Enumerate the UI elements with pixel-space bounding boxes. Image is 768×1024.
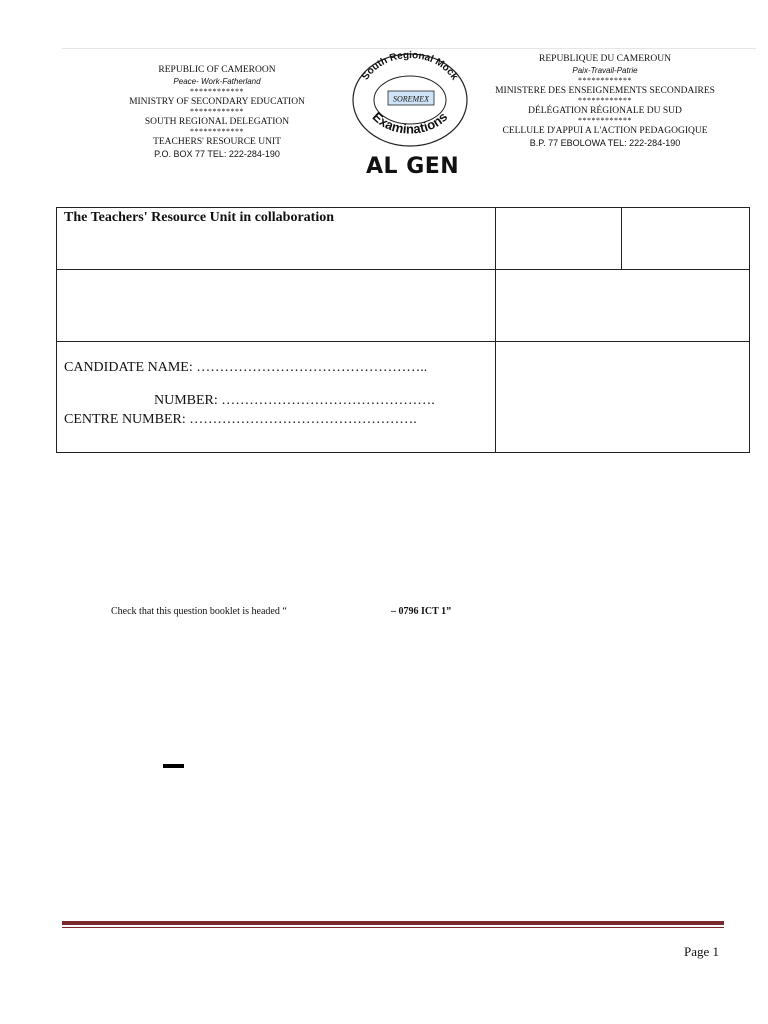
candidate-details-cell — [57, 342, 496, 453]
candidate-name-label: CANDIDATE NAME: — [64, 360, 193, 375]
unit-fr: CELLULE D'APPUI A L'ACTION PEDAGOGIQUE — [502, 126, 708, 136]
ministry-en: MINISTRY OF SECONDARY EDUCATION — [129, 97, 305, 107]
blank-cell-b — [622, 208, 750, 270]
dash-mark — [163, 764, 184, 768]
collaboration-cell — [57, 208, 496, 270]
contact-fr: B.P. 77 EBOLOWA TEL: 222-284-190 — [529, 138, 681, 148]
paper-title: AL GEN — [366, 154, 460, 179]
unit-en: TEACHERS' RESOURCE UNIT — [153, 137, 281, 147]
country-fr: REPUBLIQUE DU CAMEROUN — [539, 54, 671, 64]
motto-en: Peace- Work-Fatherland — [173, 77, 261, 86]
page-number: Page 1 — [684, 944, 720, 959]
separator-stars: ************ — [190, 127, 244, 136]
header-french — [490, 53, 720, 149]
separator-stars: ************ — [578, 96, 632, 105]
collaboration-text: The Teachers' Resource Unit in collaboration — [64, 210, 335, 225]
top-rule — [62, 48, 756, 49]
blank-cell-e — [496, 342, 750, 453]
blank-cell-d — [496, 270, 750, 342]
ministry-fr: MINISTERE DES ENSEIGNEMENTS SECONDAIRES — [495, 86, 715, 96]
soremex-logo — [350, 50, 470, 150]
blank-cell-c — [57, 270, 496, 342]
paper-code: – 0796 ICT 1” — [391, 606, 452, 617]
separator-stars: ************ — [190, 87, 244, 96]
footer-rule — [62, 921, 724, 928]
number-label: NUMBER: — [154, 393, 218, 408]
candidate-form — [56, 207, 750, 453]
motto-fr: Paix-Travail-Patrie — [572, 66, 638, 75]
country-en: REPUBLIC OF CAMEROON — [158, 65, 276, 75]
contact-en: P.O. BOX 77 TEL: 222-284-190 — [154, 149, 280, 159]
number-field[interactable]: ………………………………………. — [221, 393, 435, 408]
separator-stars: ************ — [578, 76, 632, 85]
separator-stars: ************ — [190, 107, 244, 116]
centre-number-field[interactable]: …………………………………………. — [189, 412, 417, 427]
blank-cell-a — [496, 208, 622, 270]
logo-arc-top: South Regional Mock — [360, 50, 460, 83]
check-instruction: Check that this question booklet is headed “ — [111, 606, 287, 617]
delegation-fr: DÉLÉGATION RÉGIONALE DU SUD — [528, 106, 682, 116]
candidate-name-line[interactable] — [64, 358, 495, 377]
delegation-en: SOUTH REGIONAL DELEGATION — [144, 117, 290, 127]
logo-arc-bottom: Examinations — [369, 108, 451, 137]
centre-number-label: CENTRE NUMBER: — [64, 412, 186, 427]
centre-number-line[interactable] — [64, 410, 495, 429]
candidate-name-field[interactable]: ………………………………………….. — [196, 360, 428, 375]
separator-stars: ************ — [578, 116, 632, 125]
logo-badge: SOREMEX — [393, 94, 429, 104]
header-english — [112, 64, 322, 160]
number-line[interactable] — [64, 391, 495, 410]
